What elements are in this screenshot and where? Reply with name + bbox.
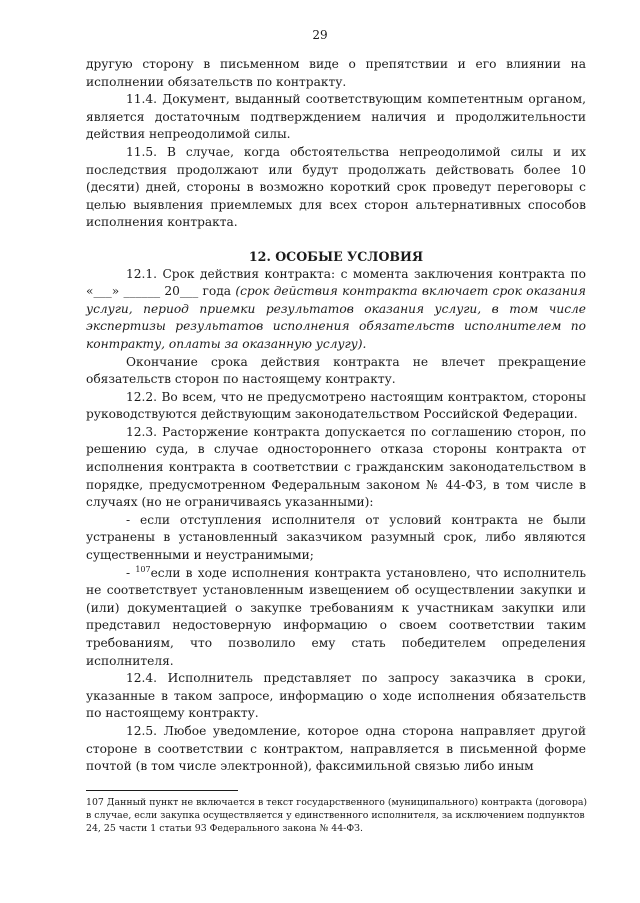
paragraph-12-4: 12.4. Исполнитель представляет по запросу заказчика в сроки, указанные в таком запросе, информацию о ходе исполнения обязательств по настоящему контракту. — [86, 671, 586, 721]
footnote-107: 107 Данный пункт не включается в текст государственного (муниципального) контракта (договора) в случае, если закупка осуществляется у единственного исполнителя, за исключением подпунктов 24, 25 части 1 статьи 93 Федерального закона № 44-ФЗ. — [86, 797, 588, 834]
list-item-deviations: - если отступления исполнителя от условий контракта не были устранены в установленный заказчиком разумный срок, либо являются существенными и неустранимыми; — [86, 512, 586, 563]
paragraph-12-2: 12.2. Во всем, что не предусмотрено настоящим контрактом, стороны руководствуются действующим законодательством Российской Федерации. — [86, 389, 586, 422]
paragraph-12-1-italic-note: (срок действия контракта включает срок оказания услуги, период приемки результатов оказания услуги, в том числе экспертизы результатов исполнения обязательств исполнителем по контракту, оплаты за оказанную услугу). — [86, 284, 586, 351]
paragraph-11-4: 11.4. Документ, выданный соответствующим компетентным органом, является достаточным подтверждением наличия и продолжительности действия непреодолимой силы. — [86, 92, 586, 142]
footnote-divider — [86, 790, 238, 791]
section-heading-12: 12. ОСОБЫЕ УСЛОВИЯ — [248, 248, 424, 264]
list-item-noncompliance-text: если в ходе исполнения контракта установлено, что исполнитель не соответствует установленным извещением об осуществлении закупки и (или) документацией о закупке требованиям к участникам закупки или представил недостоверную информацию о своем соответствии таким требованиям, что позволило ему стать победителем определения исполнителя. — [86, 565, 586, 668]
paragraph-contract-end: Окончание срока действия контракта не влечет прекращение обязательств сторон по настоящему контракту. — [86, 354, 586, 387]
paragraph-12-1-text: 12.1. Срок действия контракта: с момента заключения контракта по «___» ______ 20___ года — [86, 266, 586, 299]
document-body — [86, 56, 586, 776]
paragraph-11-5: 11.5. В случае, когда обстоятельства непреодолимой силы и их последствия продолжают или будут продолжать действовать более 10 (десяти) дней, стороны в возможно короткий срок проведут переговоры с целью выявления приемлемых для всех сторон альтернативных способов исполнения контракта. — [86, 144, 586, 230]
list-item-noncompliance — [86, 565, 586, 671]
list-dash: - — [126, 565, 136, 580]
paragraph-12-3: 12.3. Расторжение контракта допускается по соглашению сторон, по решению суда, в случае одностороннего отказа стороны контракта от исполнения контракта в соответствии с гражданским законодательством в порядке, предусмотренном Федеральным законом № 44-ФЗ, в том числе в случаях (но не ограничиваясь указанными): — [86, 424, 586, 510]
paragraph-12-5: 12.5. Любое уведомление, которое одна сторона направляет другой стороне в соответствии с контрактом, направляется в письменной форме почтой (в том числе электронной), факсимильной связью либо иным — [86, 723, 586, 774]
paragraph-12-1 — [86, 266, 586, 354]
paragraph-continuation: другую сторону в письменном виде о препятствии и его влиянии на исполнении обязательств по контракту. — [86, 57, 586, 89]
page-number: 29 — [312, 28, 328, 42]
footnote-reference: 107 — [135, 564, 151, 574]
